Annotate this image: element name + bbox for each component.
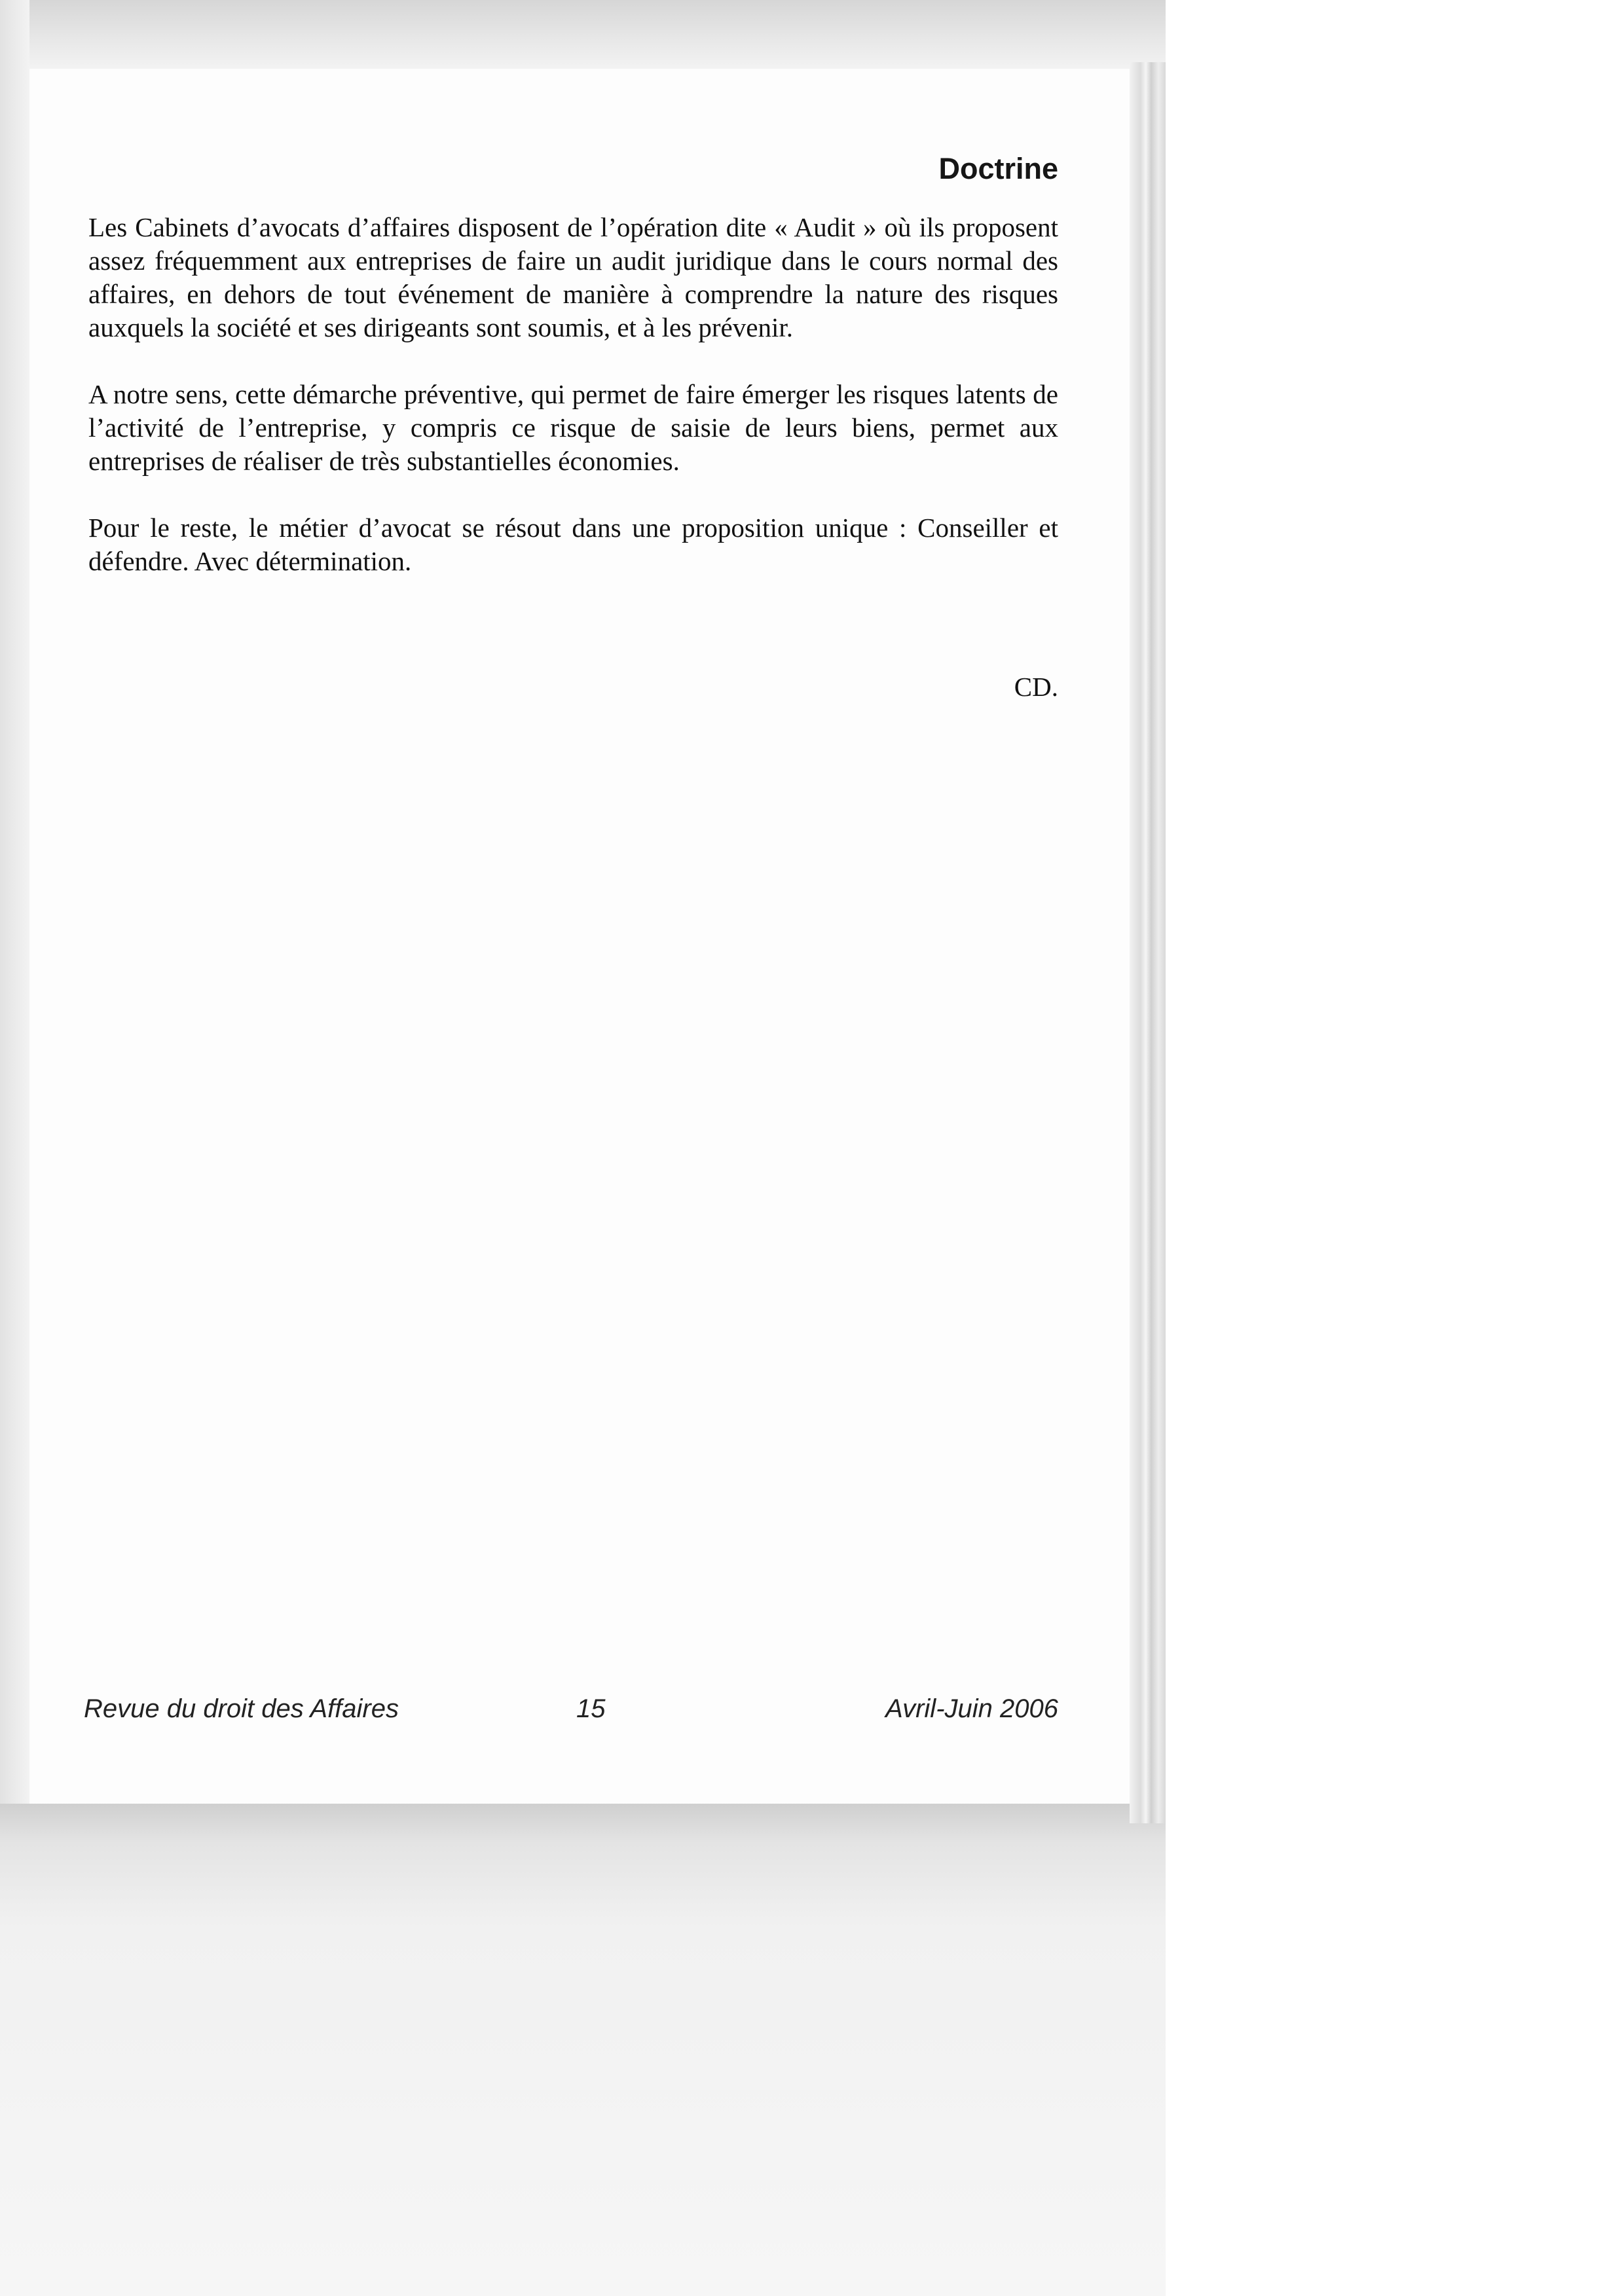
page-edge-binding [1130, 62, 1166, 1823]
footer-issue-date: Avril-Juin 2006 [885, 1694, 1058, 1723]
scan-shadow-bottom [0, 1804, 1166, 2296]
footer-page-number: 15 [576, 1694, 606, 1723]
author-signature: CD. [1014, 672, 1058, 702]
section-title: Doctrine [938, 152, 1058, 185]
paragraph-conclusion: Pour le reste, le métier d’avocat se résout dans une proposition unique : Conseiller et défendre. Avec détermination. [88, 513, 1058, 576]
footer-journal-title: Revue du droit des Affaires [84, 1694, 399, 1723]
scan-shadow-top [0, 0, 1166, 72]
paragraph-audit: Les Cabinets d’avocats d’affaires disposent de l’opération dite « Audit » où ils proposent assez fréquemment aux entreprises de faire un audit juridique dans le cours normal des affaires, en dehors de tout événement de manière à comprendre la nature des risques auxquels la société et ses dirigeants sont soumis, et à les prévenir. [88, 212, 1058, 342]
paragraph-preventive: A notre sens, cette démarche préventive, qui permet de faire émerger les risques latents de l’activité de l’entreprise, y compris ce risque de saisie de leurs biens, permet aux entreprises de réaliser de très substantielles économies. [88, 379, 1058, 476]
article-body [88, 211, 1058, 578]
